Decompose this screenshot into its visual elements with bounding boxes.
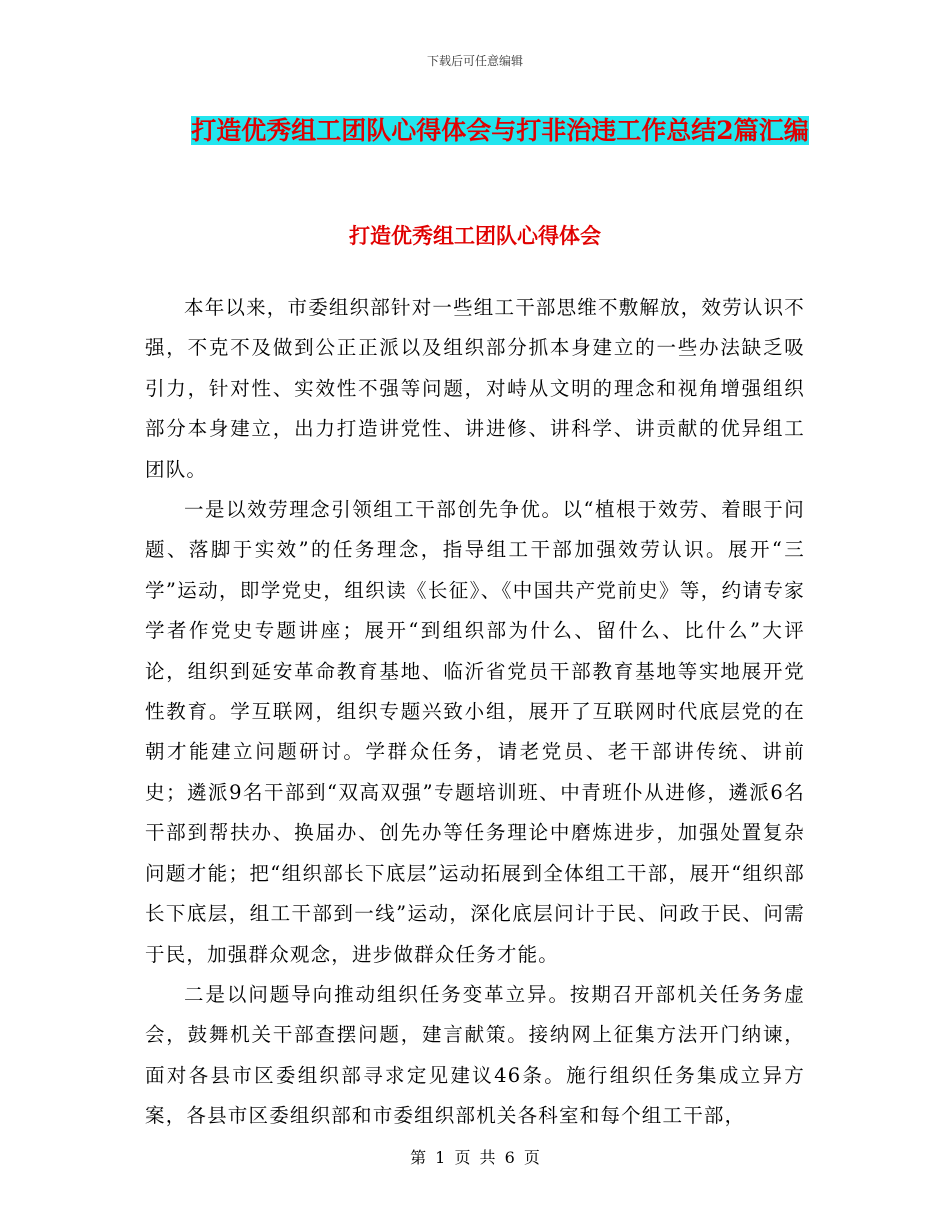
page-footer: 第 1 页 共 6 页	[410, 1148, 540, 1167]
body-text	[145, 288, 805, 1137]
header-note: 下载后可任意编辑	[426, 54, 523, 68]
paragraph-3: 二是以问题导向推动组织任务变革立异。按期召开部机关任务务虚会，鼓舞机关干部查摆问题，建言献策。接纳网上征集方法开门纳谏，面对各县市区委组织部寻求定见建议46条。施行组织任务集成立异方案，各县市区委组织部和市委组织部机关各科室和每个组工干部，	[145, 982, 805, 1128]
document-title-text: 打造优秀组工团队心得体会与打非治违工作总结2篇汇编	[191, 116, 809, 145]
document-title	[190, 108, 810, 154]
paragraph-2: 一是以效劳理念引领组工干部创先争优。以“植根于效劳、着眼于问题、落脚于实效”的任务理念，指导组工干部加强效劳认识。展开“三学”运动，即学党史，组织读《长征》、《中国共产党前史》等，约请专家学者作党史专题讲座；展开“到组织部为什么、留什么、比什么”大评论，组织到延安革命教育基地、临沂省党员干部教育基地等实地展开党性教育。学互联网，组织专题兴致小组，展开了互联网时代底层党的在朝才能建立问题研讨。学群众任务，请老党员、老干部讲传统、讲前史；遴派9名干部到“双高双强”专题培训班、中青班仆从进修，遴派6名干部到帮扶办、换届办、创先办等任务理论中磨炼进步，加强处置复杂问题才能；把“组织部长下底层”运动拓展到全体组工干部，展开“组织部长下底层，组工干部到一线”运动，深化底层问计于民、问政于民、问需于民，加强群众观念，进步做群众任务才能。	[145, 498, 805, 966]
section-title: 打造优秀组工团队心得体会	[349, 223, 601, 248]
paragraph-1: 本年以来，市委组织部针对一些组工干部思维不敷解放，效劳认识不强，不克不及做到公正正派以及组织部分抓本身建立的一些办法缺乏吸引力，针对性、实效性不强等问题，对峙从文明的理念和视角增强组织部分本身建立，出力打造讲党性、讲进修、讲科学、讲贡献的优异组工团队。	[145, 296, 806, 481]
